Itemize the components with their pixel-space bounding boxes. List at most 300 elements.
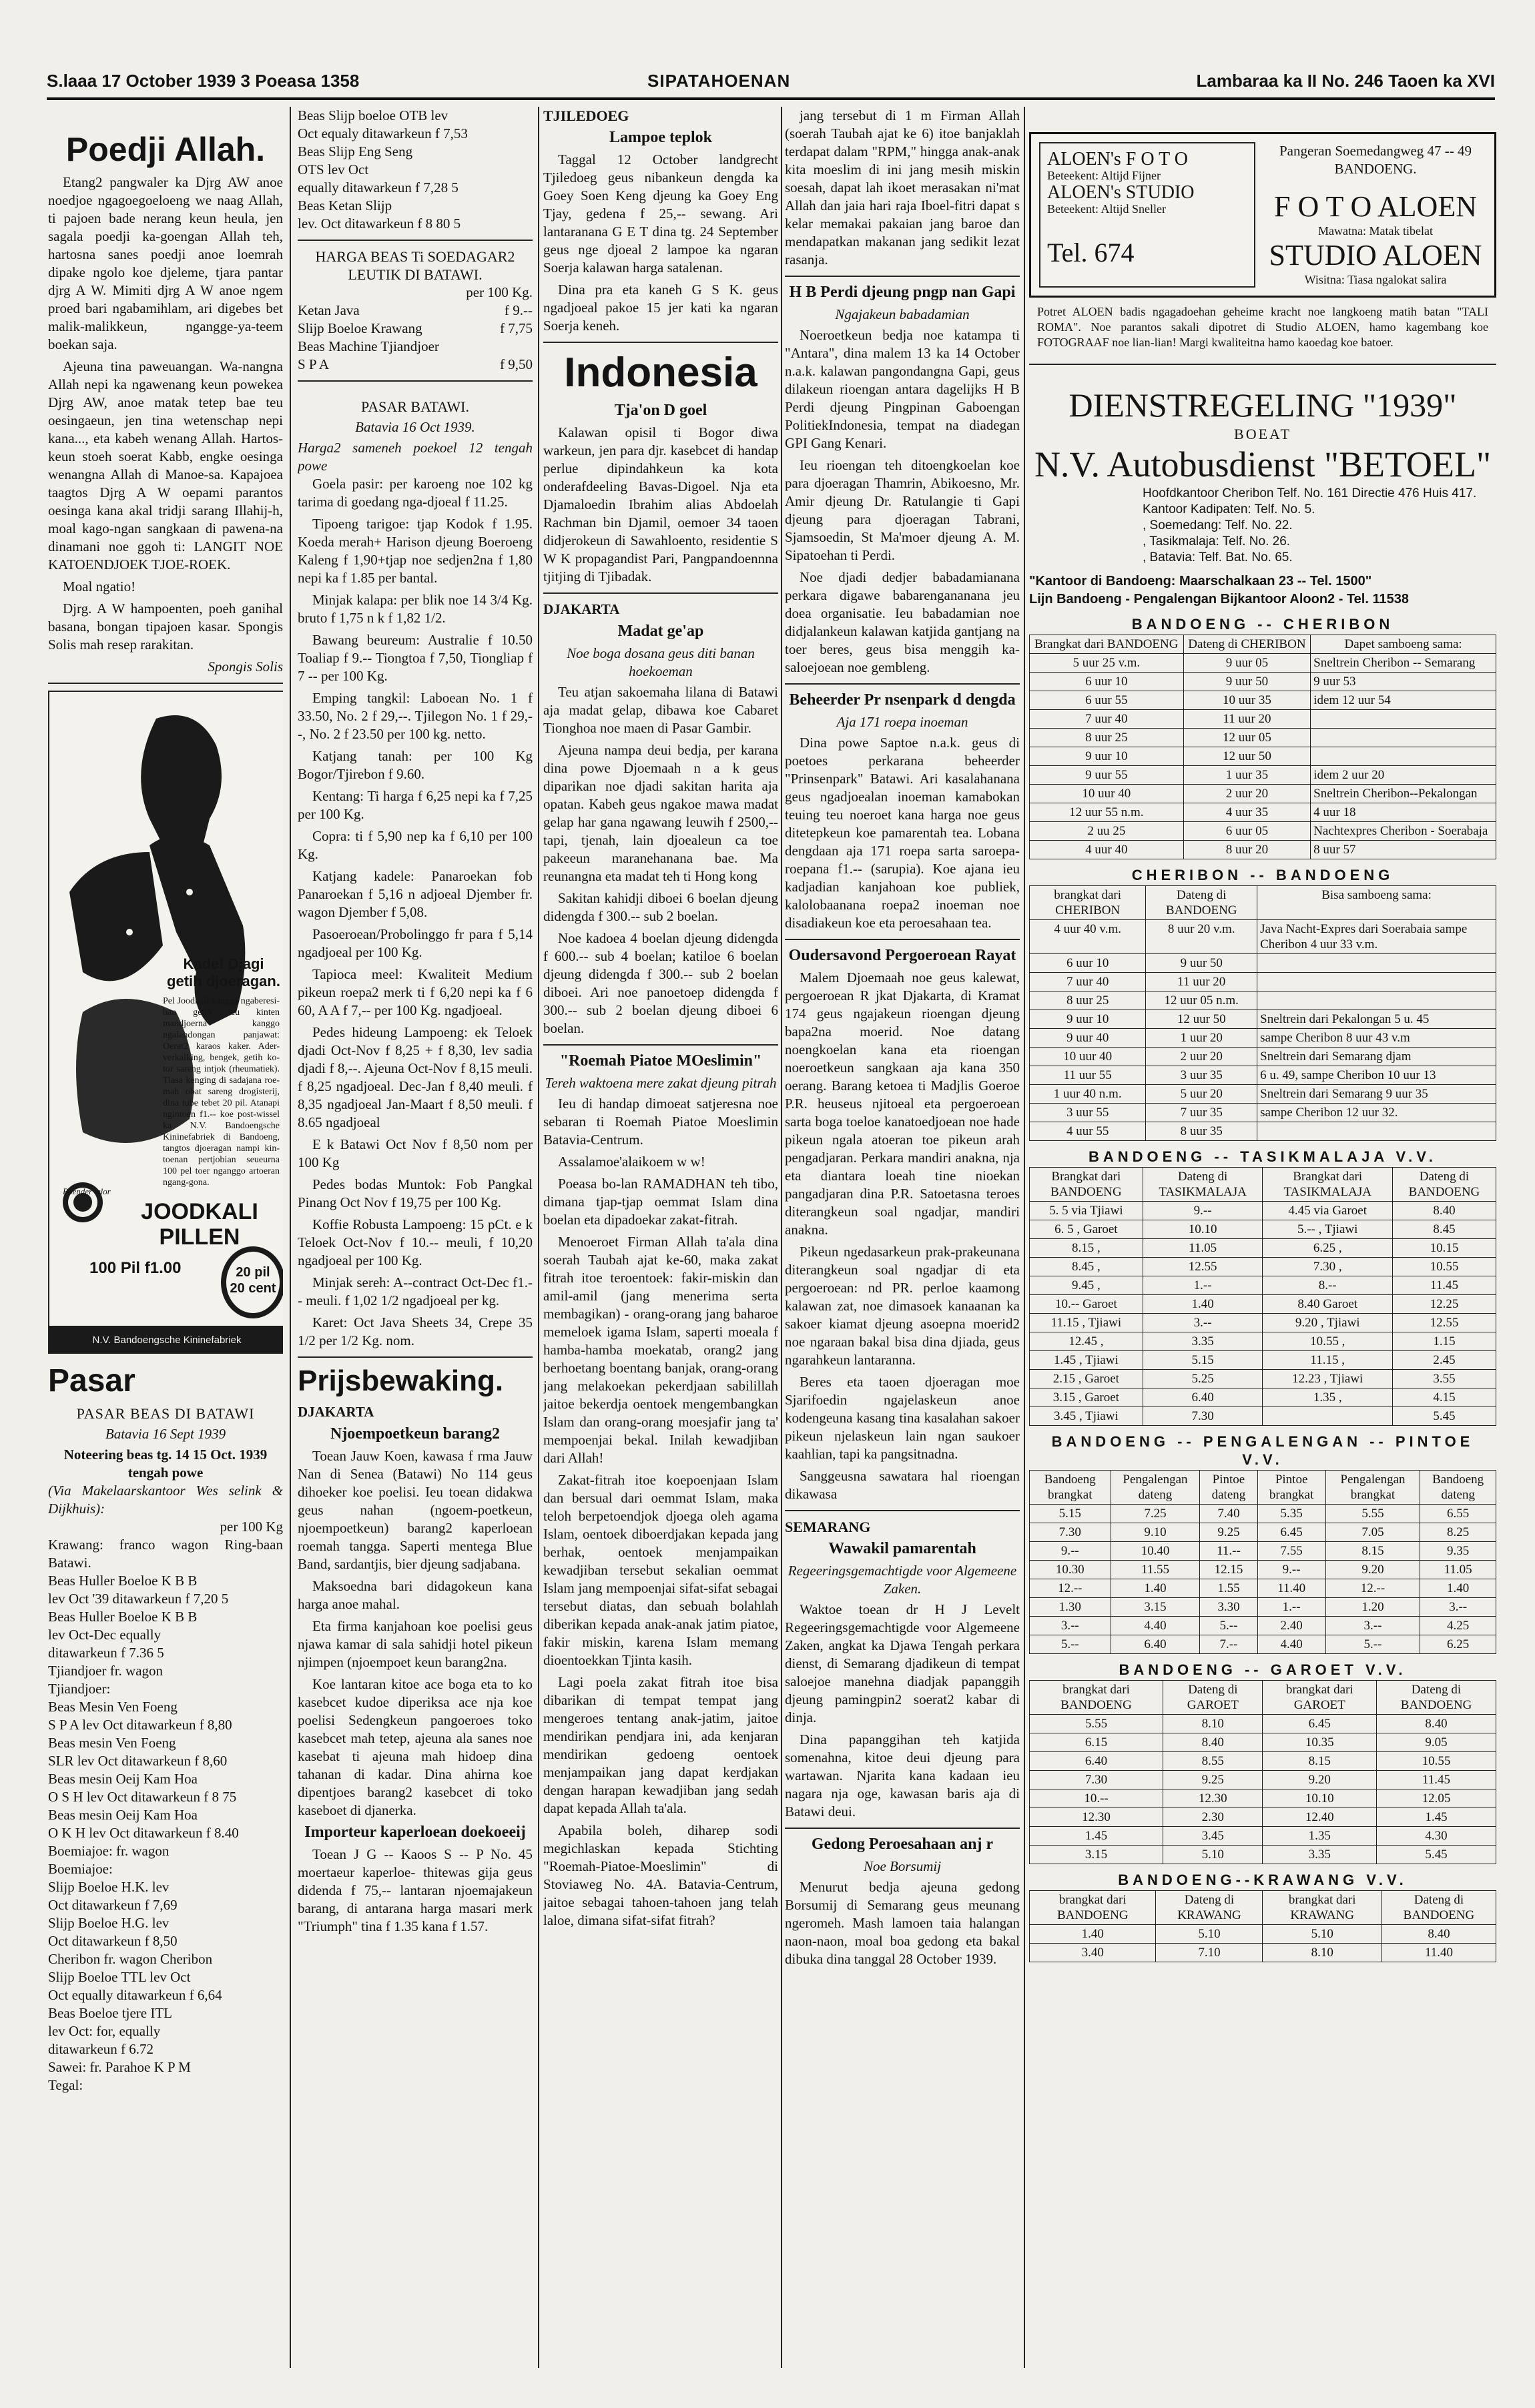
advert-text: Pel Joodkali kangge ngaberesi-han getih teu kinten mandjoerna kanggo ngalandongan panjawat: Oerat2 karaos kaker. Ader-verkalking, bengek, getih ko-tor sareng intjok (rheumatiek). Tiasa kenging di sadajana roe-mah obat sareng drogisterij, dina tube tebet 20 pil. Atanapi ngintoen f1.-- koe post-wissel ka N.V. Bandoengsche Kininefabriek di Bandoeng, tangtos djoeragan nampi kin-toenan pertjobian seueurna 100 pel toer nganggo artoeran ngang-gona. — [163, 996, 280, 1188]
wawakil-title: Wawakil pamarentah — [828, 1540, 976, 1557]
table-cell — [1257, 954, 1496, 973]
table-row — [1030, 1122, 1496, 1141]
table-cell: 2.40 — [1257, 1617, 1325, 1635]
boeat-label: BOEAT — [1234, 426, 1291, 442]
table-cell: 10.-- Garoet — [1030, 1295, 1143, 1314]
list-line: Tegal: — [48, 2077, 83, 2093]
table-cell: 10.15 — [1392, 1239, 1496, 1258]
aloen-right — [1265, 142, 1486, 288]
list-line: Kantoor Kadipaten: Telf. No. 5. — [1143, 502, 1315, 516]
table-cell: 6.45 — [1263, 1715, 1377, 1733]
goel-title: Tja'on D goel — [614, 402, 707, 419]
table-cell: 3.45 , Tjiawi — [1030, 1407, 1143, 1426]
divider — [785, 939, 1020, 940]
paragraph: Dina pra eta kaneh G S K. geus ngadjoeal pakoe 15 jer kati ka ngaran Soerja keneh. — [543, 282, 778, 334]
table-row — [1030, 1617, 1496, 1635]
table-cell: 10.55 , — [1263, 1332, 1392, 1351]
list-line: Boemiajoe: fr. wagon — [48, 1843, 170, 1859]
table-cell: 10.55 — [1377, 1752, 1496, 1771]
schedule-bandoeng-garoet — [1029, 1680, 1496, 1864]
paragraph: Ajeuna tina paweuangan. Wa-nangna Allah nepi ka ngawenang keun powekea Djrg AW, anoe matak tetep bae teu oesingaeun, jen tina wetenschap nepi kana..., eta kabeh wenang Allah. Hartos-keun stoeh soerat Kabb, engke oesinga wenangna Allah di Manoe-sa. Kapajoea taagtos Djrg A W oepami parantos oesinga kana akal tridji sarang Illahij-h, moal kago-ngan sangkaan di pawena-na dinamani noe ggoh ti: LANGIT NOE KATOENDJOEK TJOE-ROEK. — [48, 358, 283, 572]
table-row — [1030, 1407, 1496, 1426]
table-cell: 8.-- — [1263, 1276, 1392, 1295]
advert-slogan: Kade! Djagi getih djoeragan. — [167, 955, 280, 989]
table-cell: 6.40 — [1030, 1752, 1163, 1771]
table-cell: Sneltrein dari Pekalongan 5 u. 45 — [1257, 1010, 1496, 1029]
divider — [543, 592, 778, 594]
table-cell: 11.40 — [1257, 1579, 1325, 1598]
table-row — [1030, 822, 1496, 841]
paragraph: Zakat-fitrah itoe koepoenjaan Islam dan bersual dari oemmat Islam, maka teloh berpetoendjok djoega oleh agama Islam, oentoek diboerdjakan kepada jang berhak, oentoek menjampaikan kewadjiban tersebut sekalian oemmat Islam jang mempoenjai sifat-sifat sebagai tersebut diatas, dan sebuah bolahlah diberikan kepada anak-anak jatim piatoe, fakir miskin, karena Islam memang dioentoekkan Tjinta kasih. — [543, 1472, 778, 1668]
list-line: Beas Ketan Slijp — [298, 197, 392, 214]
table-cell: 9 uur 53 — [1311, 673, 1496, 691]
oudersavond-title: Oudersavond Pergoeroean Rayat — [788, 947, 1016, 964]
paragraph: Pikeun ngedasarkeun prak-prakeunana diterangkeun soal ngadjar di eta pergoeroean: nd PR. perloe kaamong kalawan zat, noe dimasoek kanaanan ka sakoer kiamat djeung asoepna moerid2 noe ngaraan bakal bisa dina djiada, geus ngarahkeun lantaranna. — [785, 1244, 1020, 1368]
table-header-row — [1030, 1681, 1496, 1715]
njoempoet-body — [298, 1447, 533, 1820]
table-header-row — [1030, 1168, 1496, 1202]
table-row — [1030, 1523, 1496, 1542]
divider — [785, 276, 1020, 277]
masthead — [47, 67, 1495, 93]
price-item: Slijp Boeloe Krawang — [298, 320, 422, 336]
aloen-motto-2: Wisitna: Tiasa ngalokat salira — [1304, 273, 1447, 286]
table-cell: 2.45 — [1392, 1351, 1496, 1370]
paragraph: Kentang: Ti harga f 6,25 nepi ka f 7,25 per 100 Kg. — [298, 788, 533, 822]
table-header: brangkat dari GAROET — [1263, 1681, 1377, 1715]
djakarta-dateline: DJAKARTA — [543, 601, 620, 617]
table-cell: 8 uur 25 — [1030, 991, 1146, 1010]
paragraph: Noe kadoea 4 boelan djeung didengda f 600.-- sub 4 boelan; katiloe 6 boelan djeung didengda f 300.-- sub 2 boelan diboei. Ari noe panoetoep didengda f 300.-- sub 2 boelan djeung diboei 6 boelan. — [543, 930, 778, 1036]
aloen-motto-1: Mawatna: Matak tibelat — [1318, 224, 1433, 238]
table-cell: 1 uur 20 — [1146, 1029, 1257, 1048]
table-cell: 1 uur 40 n.m. — [1030, 1085, 1146, 1104]
table-cell: 11.45 — [1377, 1771, 1496, 1789]
table-cell: 5.10 — [1263, 1925, 1382, 1944]
list-line: O S H lev Oct ditawarkeun f 8 75 — [48, 1789, 237, 1805]
table-cell: 12.23 , Tjiawi — [1263, 1370, 1392, 1388]
wawakil-subtitle: Regeeringsgemachtigde voor Algemeene Zaken. — [788, 1563, 1017, 1597]
advert-pill-price: 20 cent — [230, 1281, 276, 1296]
table-cell: 5.35 — [1257, 1505, 1325, 1523]
table-cell: 4.25 — [1420, 1617, 1496, 1635]
column-5 — [1029, 107, 1496, 2368]
table-cell: 9 uur 50 — [1146, 954, 1257, 973]
roemah-subtitle: Tereh waktoena mere zakat djeung pitrah — [545, 1075, 777, 1091]
table-cell: idem 2 uur 20 — [1311, 766, 1496, 785]
hbp-body — [785, 326, 1020, 677]
pasar-batawi-note: Harga2 sameneh poekoel 12 tengah powe — [298, 440, 533, 474]
table-row — [1030, 1276, 1496, 1295]
roemah-body — [543, 1095, 778, 1930]
joodkali-advert — [48, 691, 283, 1354]
paragraph: Waktoe toean dr H J Levelt Regeeringsgemachtigde voor Algemeene Zaken, angkat ka Djawa Tengah perkara dienst, di Semarang djadikeun di tempat saloejoe manehna diadjak papanggih djeung pamingpin2 soerat2 kabar di dinja. — [785, 1601, 1020, 1725]
kantoor-list — [1143, 486, 1496, 566]
table-row — [1030, 1085, 1496, 1104]
table-header: brangkat dari CHERIBON — [1030, 886, 1146, 920]
schedule-bandoeng-cheribon — [1029, 635, 1496, 859]
table-cell: 6.40 — [1111, 1635, 1200, 1654]
table-cell: 9.-- — [1030, 1542, 1111, 1561]
aloen-studio-name: ALOEN's STUDIO — [1047, 182, 1195, 203]
aloen-advert — [1029, 132, 1496, 298]
list-line: Slijp Boeloe H.K. lev — [48, 1879, 170, 1895]
divider — [1029, 364, 1496, 365]
table-cell: 12 uur 05 — [1183, 729, 1311, 747]
column-2 — [298, 107, 533, 2368]
table-row — [1030, 991, 1496, 1010]
table-cell: 11.45 — [1392, 1276, 1496, 1295]
madat-body — [543, 683, 778, 1038]
aloen-foto-owner: Beteekent: Altijd Fijner — [1047, 169, 1161, 182]
list-line: Beas mesin Oeij Kam Hoa — [48, 1771, 198, 1787]
list-line: lev Oct-Dec equally — [48, 1627, 162, 1643]
list-line: equally ditawarkeun f 7,28 5 — [298, 179, 458, 195]
table-row — [1030, 1505, 1496, 1523]
table-row — [1030, 1295, 1496, 1314]
table-cell: 8.40 — [1392, 1202, 1496, 1220]
route-t3: BANDOENG -- TASIKMALAJA V.V. — [1088, 1148, 1438, 1165]
table-cell: 3.15 — [1111, 1598, 1200, 1617]
madat-subtitle: Noe boga dosana geus diti banan hoekoeman — [567, 645, 755, 679]
table-cell: 5.25 — [1143, 1370, 1263, 1388]
aloen-tel: Tel. 674 — [1047, 238, 1135, 268]
table-cell: 3.35 — [1263, 1846, 1377, 1864]
paragraph: Toean Jauw Koen, kawasa f rma Jauw Nan di Senea (Batawi) No 114 geus dihoeker koe poelisi. Ieu toean didakwa geus nahan (ngoem-poetkeun, njoempoetkeun) barang2 kaperloean roemah tangga. Saperti mentega Blue Band, sardantjis, bier djeung sadjabana. — [298, 1448, 533, 1572]
price-item: S P A — [298, 356, 330, 372]
table-cell: 3.15 , Garoet — [1030, 1388, 1143, 1407]
list-line: Boemiajoe: — [48, 1861, 113, 1877]
table-row — [1030, 1332, 1496, 1351]
table-cell: 7 uur 40 — [1030, 973, 1146, 991]
table-row — [1030, 1104, 1496, 1122]
table-cell: 6.45 — [1257, 1523, 1325, 1542]
table-cell: 4 uur 35 — [1183, 803, 1311, 822]
table-cell: 9 uur 10 — [1030, 747, 1184, 766]
table-cell: 9 uur 50 — [1183, 673, 1311, 691]
advert-count: 100 Pil f1.00 — [89, 1259, 182, 1277]
table-cell: 9.45 , — [1030, 1276, 1143, 1295]
table-cell: idem 12 uur 54 — [1311, 691, 1496, 710]
pasar-note: Noteering beas tg. 14 15 Oct. 1939 tengah powe — [63, 1447, 268, 1481]
table-cell: 8.40 — [1163, 1733, 1263, 1752]
table-cell: 1.40 — [1420, 1579, 1496, 1598]
table-cell: 12.25 — [1392, 1295, 1496, 1314]
oudersavond-body — [785, 969, 1020, 1503]
table-cell: 10.35 — [1263, 1733, 1377, 1752]
table-header: Brangkat dari TASIKMALAJA — [1263, 1168, 1392, 1202]
column-divider — [1024, 107, 1025, 2368]
schedule-bandoeng-tasikmalaja — [1029, 1167, 1496, 1426]
list-line: Beas mesin Oeij Kam Hoa — [48, 1807, 198, 1823]
table-row — [1030, 1010, 1496, 1029]
table-header: Brangkat dari BANDOENG — [1030, 1168, 1143, 1202]
table-cell: 11.55 — [1111, 1561, 1200, 1579]
paragraph: Tipoeng tarigoe: tjap Kodok f 1.95. Koeda merah+ Harison djeung Boeroeng Kaleng f 1,90+tjap noe sedjen2na f 1,80 nepi ka f 1.85 per bantal. — [298, 516, 533, 586]
paragraph: Katjang kadele: Panaroekan fob Panaroekan f 5,16 n adjoeal Djember fr. wagon Djember f 5,08. — [298, 868, 533, 920]
table-cell: 4.30 — [1377, 1827, 1496, 1846]
table-cell: 1.-- — [1143, 1276, 1263, 1295]
table-cell: 12 uur 50 — [1183, 747, 1311, 766]
paragraph: Assalamoe'alaikoem w w! — [558, 1154, 705, 1170]
table-cell: 12.30 — [1163, 1789, 1263, 1808]
table-header: Dateng di BANDOENG — [1392, 1168, 1496, 1202]
table-row — [1030, 1239, 1496, 1258]
table-header: Dateng di KRAWANG — [1156, 1891, 1263, 1925]
table-cell: 4 uur 40 — [1030, 841, 1184, 859]
price-row — [298, 302, 533, 320]
table-row — [1030, 841, 1496, 859]
list-line: Sawei: fr. Parahoe K P M — [48, 2059, 191, 2075]
table-row — [1030, 785, 1496, 803]
table-cell: 6 uur 55 — [1030, 691, 1184, 710]
table-header: Brangkat dari BANDOENG — [1030, 635, 1184, 654]
list-line: lev Oct: for, equally — [48, 2023, 161, 2039]
table-cell: 12.-- — [1325, 1579, 1420, 1598]
divider — [298, 240, 533, 241]
table-cell: Sneltrein Cheribon -- Semarang — [1311, 654, 1496, 673]
list-line: , Soemedang: Telf. No. 22. — [1143, 518, 1293, 532]
price-item: Ketan Java — [298, 302, 360, 318]
table-row — [1030, 729, 1496, 747]
pasar-subtitle: PASAR BEAS DI BATAWI — [76, 1405, 255, 1422]
lampoe-body — [543, 151, 778, 335]
beheerder-body — [785, 734, 1020, 932]
table-row — [1030, 673, 1496, 691]
divider — [298, 380, 533, 382]
table-row — [1030, 766, 1496, 785]
paragraph: Noe djadi dedjer babadamianana perkara digawe babarengananana jeu doea organisatie. Ieu babadamian noe didjalankeun kalawan katjida gantjang na toer beres, geus bisa menggih ka-saloejoean noe gembleng. — [785, 569, 1020, 675]
aloen-footer: Potret ALOEN badis ngagadoehan geheime kracht noe langkoeng matih batan "TALI ROMA". Noe parantos sakali dipotret di Studio ALOEN, hamo kagembang koe FOTOGRAAF noe lian-lian! Margi kwaliteitna hamo kaoedag koe batoer. — [1037, 305, 1488, 349]
table-cell: 8.10 — [1163, 1715, 1263, 1733]
table-cell: 8.15 — [1263, 1752, 1377, 1771]
table-header: Bandoeng dateng — [1420, 1471, 1496, 1505]
paragraph: Emping tangkil: Laboean No. 1 f 33.50, No. 2 f 29,--. Tjilegon No. 1 f 29,--, No. 2 f 23.50 per 100 kg. netto. — [298, 690, 533, 742]
table-header: Dateng di BANDOENG — [1377, 1681, 1496, 1715]
table-cell: 9.20 — [1263, 1771, 1377, 1789]
table-cell: 1.30 — [1030, 1598, 1111, 1617]
table-row — [1030, 1579, 1496, 1598]
table-row — [1030, 920, 1496, 954]
table-cell: 12 uur 05 n.m. — [1146, 991, 1257, 1010]
table-cell — [1257, 1122, 1496, 1141]
table-cell: 2.15 , Garoet — [1030, 1370, 1143, 1388]
paragraph: Ieu di handap dimoeat satjeresna noe sebaran ti Roemah Piatoe Moeslimin Batavia-Centrum. — [543, 1096, 778, 1148]
table-cell: 1.15 — [1392, 1332, 1496, 1351]
aloen-foto-name: ALOEN's F O T O — [1047, 149, 1188, 169]
paragraph: Lagi poela zakat fitrah itoe bisa dibarikan di tempat tempat jang mengeroes tentang anak-jatim, jaitoe mendirikan pendjara ini, ada kenjaran mendirikan gedoeng oentoek menjampaikan jang dapat kerdjakan dengan harapan kewadjiban jang sedah dapat kepada Allah ta'ala. — [543, 1674, 778, 1816]
table-cell: 7.40 — [1200, 1505, 1257, 1523]
column-divider — [538, 107, 539, 2368]
table-cell: 2 uur 20 — [1183, 785, 1311, 803]
table-cell: 6 uur 05 — [1183, 822, 1311, 841]
list-line: Slijp Boeloe TTL lev Oct — [48, 1969, 191, 1985]
table-header: Dateng di TASIKMALAJA — [1143, 1168, 1263, 1202]
table-cell: 9.25 — [1200, 1523, 1257, 1542]
paragraph: Katjang tanah: per 100 Kg Bogor/Tjirebon f 9.60. — [298, 748, 533, 782]
paragraph: Noeroetkeun bedja noe katampa ti "Antara", dina malem 13 ka 14 October n.a.k. kalawan pangondangna Gapi, geus dilakeun rioengan antara dagelijks H B Perdi djeung Pingpinan Gaboengan PolitiekIndonesia, tempat na diadegan GPI Gang Kenari. — [785, 327, 1020, 451]
paragraph: jang tersebut di 1 m Firman Allah (soerah Taubah ajat ke 6) itoe banjaklah terdapat dalam "RPM," hingga anak-anak kita moeslim di ini jang mesih miskin soesah, dapat lah ikoet merasakan ni'mat Allah dan jaia hari raja Iboel-fitri dapat s kelar memakai pakaian jang baroe dan mendapatkan makanan jang sedikit lezat rasanja. — [785, 107, 1020, 268]
schedule-bandoeng-krawang — [1029, 1890, 1496, 1962]
table-cell: sampe Cheribon 8 uur 43 v.m — [1257, 1029, 1496, 1048]
table-header: Pintoe dateng — [1200, 1471, 1257, 1505]
table-cell — [1263, 1407, 1392, 1426]
list-line: S P A lev Oct ditawarkeun f 8,80 — [48, 1717, 232, 1733]
divider — [543, 342, 778, 343]
table-header: Dateng di BANDOENG — [1382, 1891, 1496, 1925]
table-row — [1030, 1598, 1496, 1617]
price-row — [298, 356, 533, 374]
table-cell: 8 uur 57 — [1311, 841, 1496, 859]
table-cell: 1.20 — [1325, 1598, 1420, 1617]
table-cell: 5.10 — [1156, 1925, 1263, 1944]
paragraph: Goela pasir: per karoeng noe 102 kg tarima di goedang nga-djoeal f 11.25. — [298, 476, 533, 510]
price-row — [298, 338, 533, 356]
table-row — [1030, 1220, 1496, 1239]
table-cell: 10 uur 40 — [1030, 785, 1184, 803]
table-row — [1030, 1561, 1496, 1579]
table-cell: 1.40 — [1030, 1925, 1156, 1944]
table-cell: 4 uur 40 v.m. — [1030, 920, 1146, 954]
table-row — [1030, 1066, 1496, 1085]
table-cell: Java Nacht-Expres dari Soerabaia sampe Cheribon 4 uur 33 v.m. — [1257, 920, 1496, 954]
table-cell: 10.10 — [1143, 1220, 1263, 1239]
table-cell: 3.35 — [1143, 1332, 1263, 1351]
table-header: brangkat dari KRAWANG — [1263, 1891, 1382, 1925]
paragraph: Tapioca meel: Kwaliteit Medium pikeun roepa2 merk ti f 6,20 nepi ka f 6 60, A A f 7,-- per 100 Kg. ngadjoeal. — [298, 966, 533, 1018]
pasar-unit: per 100 Kg — [220, 1519, 283, 1535]
table-row — [1030, 1202, 1496, 1220]
aloen-foto-big: F O T O ALOEN — [1274, 190, 1477, 223]
paragraph: Pedes hideung Lampoeng: ek Teloek djadi Oct-Nov f 8,25 + f 8,30, lev sadia djadi f 8,--. Ajeuna Oct-Nov f 8,15 meuli. f 8,25 ngadjoeal. Dec-Jan f 8,40 meuli. f 8,35 ngadjoeal Jan-Maart f 8,50 meuli. f 8.65 ngadjoeal — [298, 1024, 533, 1130]
divider — [543, 1044, 778, 1046]
table-cell — [1311, 710, 1496, 729]
pasar-batawi-body — [298, 475, 533, 1350]
table-cell: 5 uur 25 v.m. — [1030, 654, 1184, 673]
list-line: lev. Oct ditawarkeun f 8 80 5 — [298, 216, 461, 232]
table-cell: 11.15 , Tjiawi — [1030, 1314, 1143, 1332]
table-header: Pintoe brangkat — [1257, 1471, 1325, 1505]
list-line: Cheribon fr. wagon Cheribon — [48, 1951, 213, 1967]
table-cell: 10.-- — [1030, 1789, 1163, 1808]
table-row — [1030, 973, 1496, 991]
table-cell: 8.40 Garoet — [1263, 1295, 1392, 1314]
table-row — [1030, 654, 1496, 673]
paragraph: Maksoedna bari didagokeun kana harga anoe mahal. — [298, 1578, 533, 1612]
list-line: ditawarkeun f 7.36 5 — [48, 1645, 164, 1661]
paragraph: Minjak sereh: A--contract Oct-Dec f1.-- meuli. f 1,02 1/2 ngadjoeal per kg. — [298, 1274, 533, 1308]
dienst-title: DIENSTREGELING "1939" — [1068, 386, 1457, 424]
list-line: Beas Slijp Eng Seng — [298, 143, 413, 159]
table-cell: 12.55 — [1143, 1258, 1263, 1276]
divider — [785, 683, 1020, 685]
table-row — [1030, 1048, 1496, 1066]
price-value: f 9.-- — [505, 302, 533, 318]
pasar-date: Batavia 16 Sept 1939 — [105, 1426, 226, 1442]
divider — [298, 1356, 533, 1358]
list-line: Oct equally ditawarkeun f 6,64 — [48, 1987, 222, 2003]
table-cell: 7 uur 35 — [1146, 1104, 1257, 1122]
list-line: Tjiandjoer fr. wagon — [48, 1663, 164, 1679]
table-header: Dateng di CHERIBON — [1183, 635, 1311, 654]
list-line: Beas Huller Boeloe K B B — [48, 1609, 198, 1625]
table-cell: 4.15 — [1392, 1388, 1496, 1407]
list-line: Beas Slijp boeloe OTB lev — [298, 107, 448, 123]
divider — [785, 1828, 1020, 1829]
masthead-rule — [47, 97, 1495, 100]
table-cell: 5. 5 via Tjiawi — [1030, 1202, 1143, 1220]
kantoor-pengalengan: Lijn Bandoeng - Pengalengan Bijkantoor Aloon2 - Tel. 11538 — [1029, 592, 1409, 607]
table-cell: 8.45 — [1392, 1220, 1496, 1239]
table-row — [1030, 1351, 1496, 1370]
table-header-row — [1030, 1471, 1496, 1505]
gedong-subtitle: Noe Borsumij — [863, 1858, 942, 1874]
table-cell: 8 uur 20 v.m. — [1146, 920, 1257, 954]
table-cell: 7.30 — [1143, 1407, 1263, 1426]
table-cell: 10.10 — [1263, 1789, 1377, 1808]
column-1 — [48, 107, 283, 2368]
table-row — [1030, 1752, 1496, 1771]
table-cell: 3.-- — [1030, 1617, 1111, 1635]
table-cell: 8.10 — [1263, 1944, 1382, 1962]
table-cell: 3.40 — [1030, 1944, 1156, 1962]
table-cell: 9 uur 05 — [1183, 654, 1311, 673]
table-cell: 12.15 — [1200, 1561, 1257, 1579]
table-cell: 7.-- — [1200, 1635, 1257, 1654]
table-cell: 11.05 — [1420, 1561, 1496, 1579]
paragraph: Koe lantaran kitoe ace boga eta to ko kasebcet kudoe diperiksa ace nja koe poelisi Sedengkeun pangoeroes toko kasebcet mah tetep, ajeuna ala sanes noe kasebat ti ajeuna mah hidoep dina tahanan di kadar. Dina ahirna koe dipentjoes barang2 kasebcet di toko kaseboet di djanerka. — [298, 1676, 533, 1818]
table-cell: 5.-- , Tjiawi — [1263, 1220, 1392, 1239]
pasar-list — [48, 1536, 283, 2094]
table-cell: 12.45 , — [1030, 1332, 1143, 1351]
table-cell: 5.10 — [1163, 1846, 1263, 1864]
list-line: ditawarkeun f 6.72 — [48, 2041, 154, 2057]
table-cell: sampe Cheribon 12 uur 32. — [1257, 1104, 1496, 1122]
table-cell: 7 uur 40 — [1030, 710, 1184, 729]
table-cell: 8 uur 35 — [1146, 1122, 1257, 1141]
table-cell: 6 u. 49, sampe Cheribon 10 uur 13 — [1257, 1066, 1496, 1085]
table-cell: 11 uur 20 — [1146, 973, 1257, 991]
paragraph: Dina powe Saptoe n.a.k. geus di poetoes perkarana beheerder "Prinsenpark" Batawi. Ari kasalahanana geus ngadjoealan inoeman kamabokan teuing teu noeroet kana harga noe geus ditetepkeun koe pamarentah tea. Lobana dengdaan aja 171 roepa sarta saroepa-roepana f1.-- (sarupia). Koe ajana ieu kadjadian kanjahoan koe publiek, kalolobaanana roepa2 inoeman noe disadiakeun koe eta peroesahaan tea. — [785, 735, 1020, 931]
table-cell: 1.-- — [1257, 1598, 1325, 1617]
table-cell: 9.25 — [1163, 1771, 1263, 1789]
list-line: Oct ditawarkeun f 7,69 — [48, 1897, 178, 1913]
list-line: Beas Boeloe tjere ITL — [48, 2005, 173, 2021]
aloen-studio-big: STUDIO ALOEN — [1269, 239, 1482, 272]
table-cell: 9.20 , Tjiawi — [1263, 1314, 1392, 1332]
table-cell: 10.55 — [1392, 1258, 1496, 1276]
list-line: Beas Mesin Ven Foeng — [48, 1699, 178, 1715]
importeur-title: Importeur kaperloean doekoeeij — [304, 1824, 526, 1841]
beheerder-subtitle: Aja 171 roepa inoeman — [836, 714, 968, 730]
schedule-cheribon-bandoeng — [1029, 885, 1496, 1141]
table-cell — [1257, 973, 1496, 991]
pasar-title: Pasar — [48, 1363, 135, 1398]
list-line: , Batavia: Telf. Bat. No. 65. — [1143, 550, 1293, 564]
table-cell: 2 uur 20 — [1146, 1048, 1257, 1066]
table-cell: 9.35 — [1420, 1542, 1496, 1561]
table-cell: 3.-- — [1143, 1314, 1263, 1332]
importeur-body: Toean J G -- Kaoos S -- P No. 45 moertaeur kaperloe- thitewas gija geus didenda f 75,-- lantaran njoemajakeun barang, di antarana harga masari merk "Triumph" tina f 1.35 kana f 1.57. — [298, 1846, 533, 1934]
table-row — [1030, 1715, 1496, 1733]
aloen-address: Pangeran Soemedangweg 47 -- 49 BANDOENG. — [1279, 143, 1472, 177]
table-cell: 5.-- — [1325, 1635, 1420, 1654]
table-cell: 8.40 — [1382, 1925, 1496, 1944]
hbp-title: H B Perdi djeung pngp nan Gapi — [789, 284, 1016, 301]
route-t1: BANDOENG -- CHERIBON — [1131, 616, 1394, 633]
paragraph: Pedes bodas Muntok: Fob Pangkal Pinang Oct Nov f 19,75 per 100 Kg. — [298, 1176, 533, 1210]
table-header: Bandoeng brangkat — [1030, 1471, 1111, 1505]
